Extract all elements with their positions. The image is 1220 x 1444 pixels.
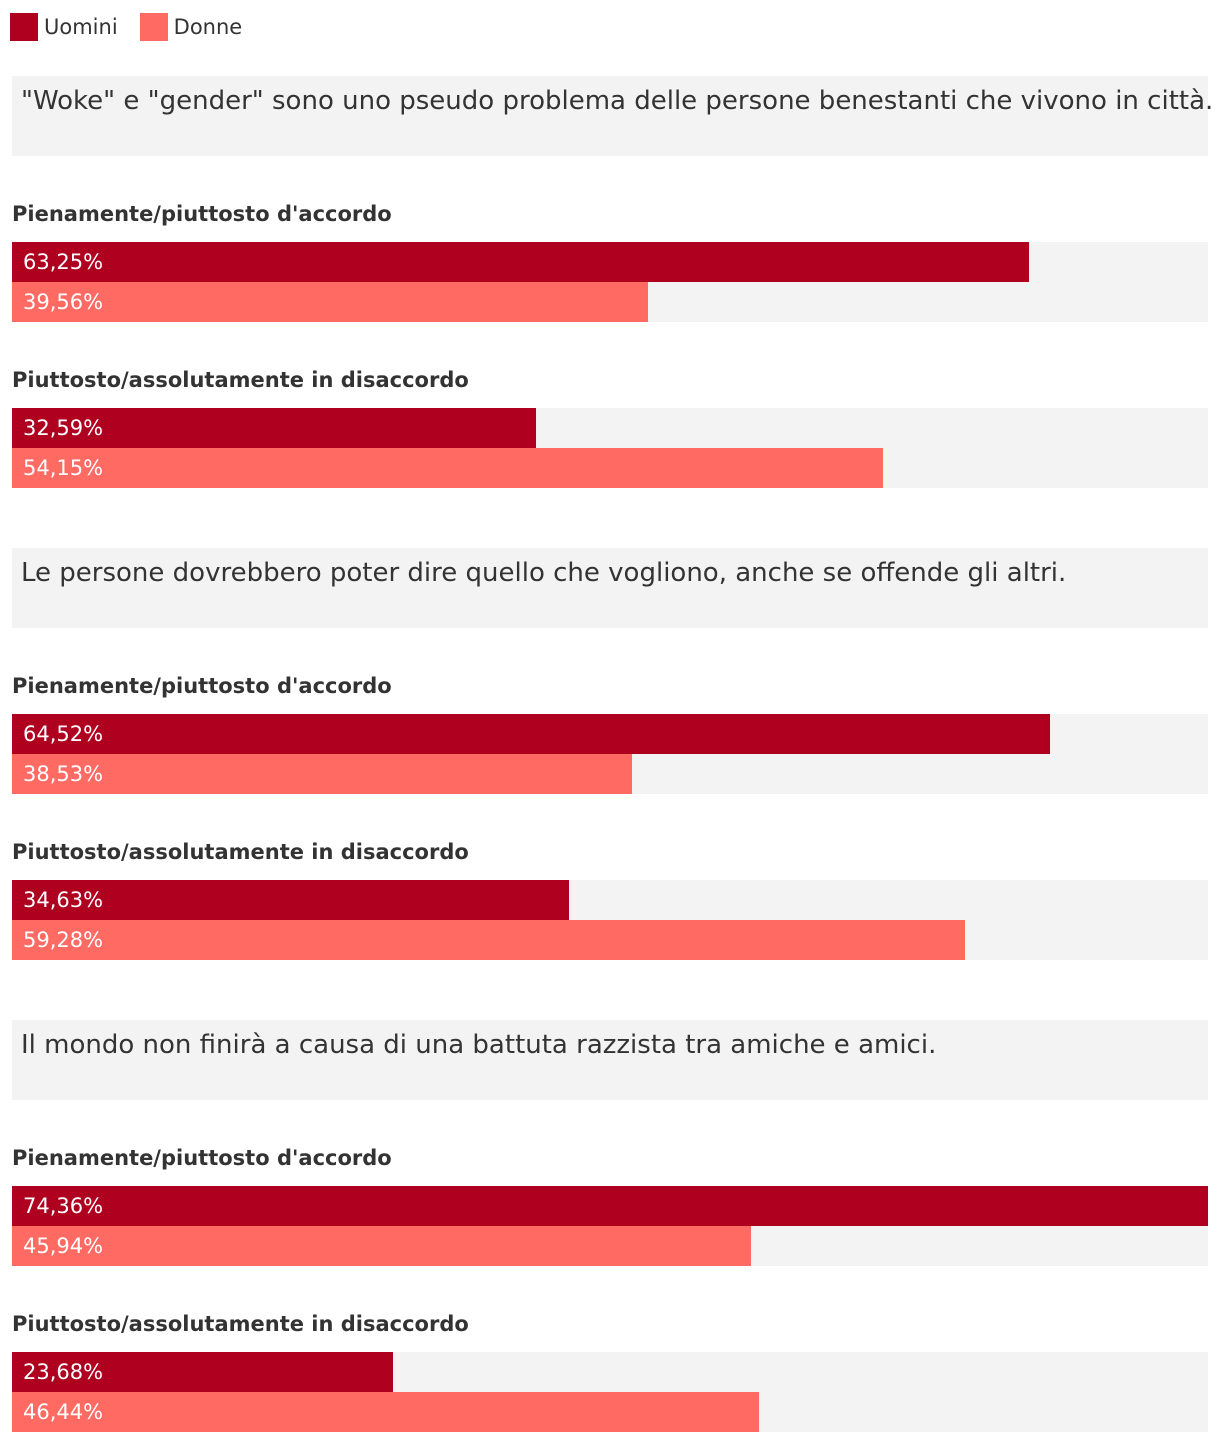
question-text: "Woke" e "gender" sono uno pseudo problema delle persone benestanti che vivono in città. [21, 86, 1214, 116]
legend-label-women: Donne [173, 15, 243, 39]
bar-track [12, 1392, 1208, 1432]
group-label: Pienamente/piuttosto d'accordo [12, 202, 392, 226]
bar-track [12, 242, 1208, 282]
bar-women [12, 1392, 759, 1432]
bar-track [12, 1186, 1208, 1226]
bar-men [12, 242, 1029, 282]
question-box [12, 76, 1214, 156]
data-label-men: 32,59% [23, 416, 104, 440]
bar-men [12, 1186, 1208, 1226]
legend-item-men [10, 13, 118, 41]
bar-women [12, 920, 965, 960]
group-label: Pienamente/piuttosto d'accordo [12, 1146, 392, 1170]
data-label-women: 39,56% [23, 290, 104, 314]
data-label-women: 46,44% [23, 1400, 104, 1424]
bar-women [12, 282, 648, 322]
question-text: Il mondo non finirà a causa di una battuta razzista tra amiche e amici. [21, 1030, 937, 1060]
question-box [12, 1020, 1208, 1100]
bar-track [12, 408, 1208, 448]
data-label-women: 38,53% [23, 762, 104, 786]
bar-track [12, 282, 1208, 322]
bar-track [12, 1352, 1208, 1392]
bar-men [12, 714, 1050, 754]
data-label-men: 23,68% [23, 1360, 104, 1384]
bar-track [12, 714, 1208, 754]
data-label-women: 54,15% [23, 456, 104, 480]
group-label: Pienamente/piuttosto d'accordo [12, 674, 392, 698]
data-label-men: 64,52% [23, 722, 104, 746]
data-label-women: 45,94% [23, 1234, 104, 1258]
group-label: Piuttosto/assolutamente in disaccordo [12, 368, 469, 392]
data-label-men: 34,63% [23, 888, 104, 912]
bar-track [12, 880, 1208, 920]
data-label-men: 74,36% [23, 1194, 104, 1218]
bar-women [12, 448, 883, 488]
data-label-women: 59,28% [23, 928, 104, 952]
bar-women [12, 1226, 751, 1266]
bar-track [12, 1226, 1208, 1266]
group-label: Piuttosto/assolutamente in disaccordo [12, 840, 469, 864]
question-box [12, 548, 1208, 628]
bar-track [12, 448, 1208, 488]
legend-swatch-women [140, 13, 168, 41]
group-label: Piuttosto/assolutamente in disaccordo [12, 1312, 469, 1336]
legend [10, 12, 264, 42]
legend-swatch-men [10, 13, 38, 41]
question-text: Le persone dovrebbero poter dire quello che vogliono, anche se offende gli altri. [21, 558, 1067, 588]
legend-item-women [140, 13, 243, 41]
bar-track [12, 920, 1208, 960]
bar-track [12, 754, 1208, 794]
data-label-men: 63,25% [23, 250, 104, 274]
legend-label-men: Uomini [44, 15, 118, 39]
bar-women [12, 754, 632, 794]
